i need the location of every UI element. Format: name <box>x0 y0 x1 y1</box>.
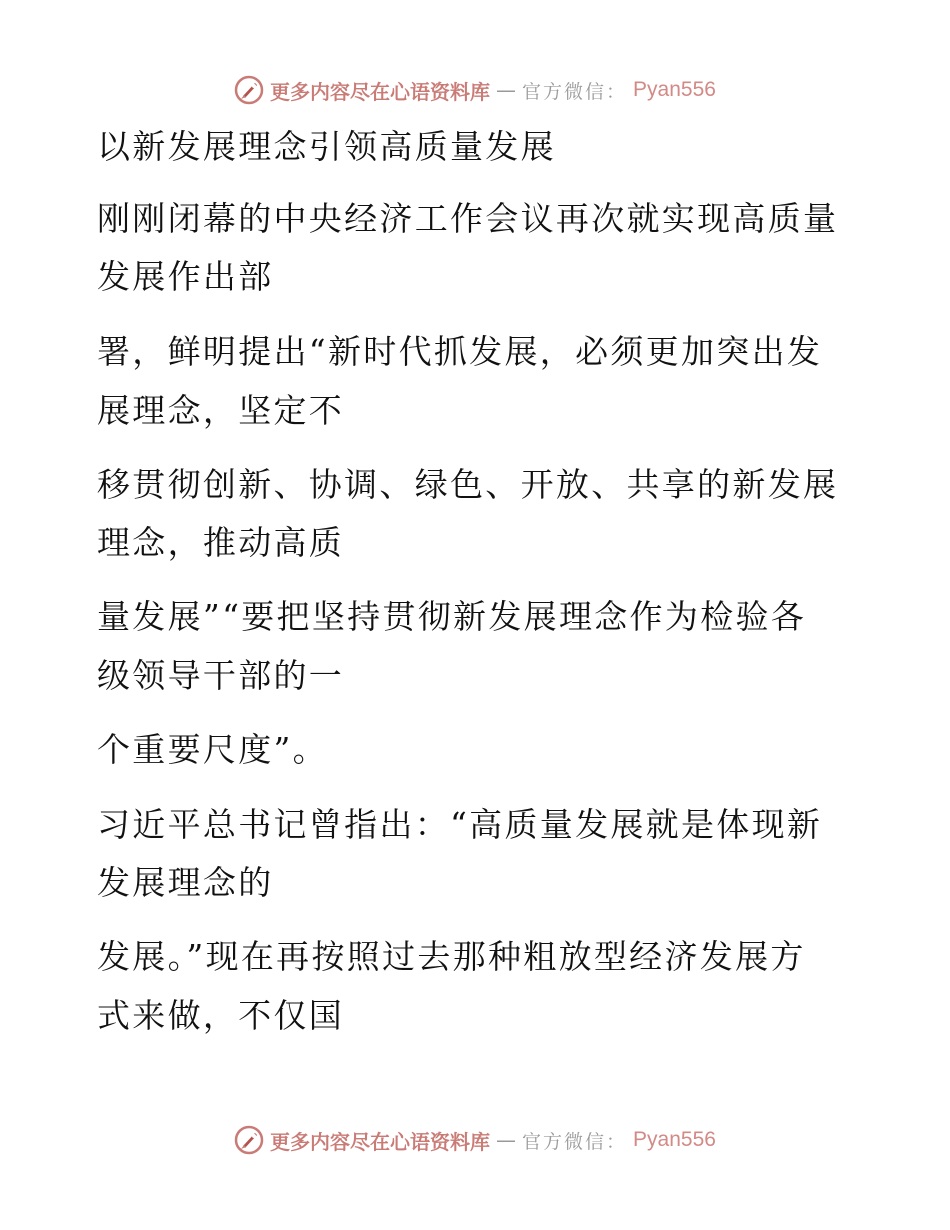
paragraph-line: 级领导干部的一 <box>97 656 345 695</box>
quill-logo-icon <box>234 75 264 105</box>
watermark-separator: — <box>496 1128 517 1152</box>
header-watermark <box>0 70 950 110</box>
watermark-label: 官方微信： <box>522 80 628 103</box>
paragraph-line: 理念，推动高质 <box>97 523 345 562</box>
footer-watermark <box>0 1120 950 1160</box>
document-title: 以新发展理念引领高质量发展 <box>97 127 556 166</box>
paragraph-line: 个重要尺度”。 <box>97 730 328 769</box>
paragraph-line: 移贯彻创新、协调、绿色、开放、共享的新发展 <box>97 465 839 504</box>
quill-logo-icon <box>234 1125 264 1155</box>
watermark-label: 官方微信： <box>522 1130 628 1153</box>
paragraph-line: 习近平总书记曾指出：“高质量发展就是体现新 <box>97 805 823 844</box>
paragraph-line: 发展作出部 <box>97 257 274 296</box>
paragraph-line: 发展。”现在再按照过去那种粗放型经济发展方 <box>97 937 806 976</box>
watermark-brand: 更多内容尽在心语资料库 <box>270 1129 491 1154</box>
paragraph-line: 发展理念的 <box>97 863 274 902</box>
watermark-wechat-id: Pyan556 <box>633 1128 716 1151</box>
paragraph-line: 署，鲜明提出“新时代抓发展，必须更加突出发 <box>97 332 823 371</box>
watermark-brand: 更多内容尽在心语资料库 <box>270 79 491 104</box>
watermark-separator: — <box>496 78 517 102</box>
paragraph-line: 量发展”“要把坚持贯彻新发展理念作为检验各 <box>97 597 807 636</box>
paragraph-line: 展理念，坚定不 <box>97 391 345 430</box>
paragraph-line: 式来做，不仅国 <box>97 996 345 1035</box>
paragraph-line: 刚刚闭幕的中央经济工作会议再次就实现高质量 <box>97 199 839 238</box>
watermark-wechat-id: Pyan556 <box>633 78 716 101</box>
